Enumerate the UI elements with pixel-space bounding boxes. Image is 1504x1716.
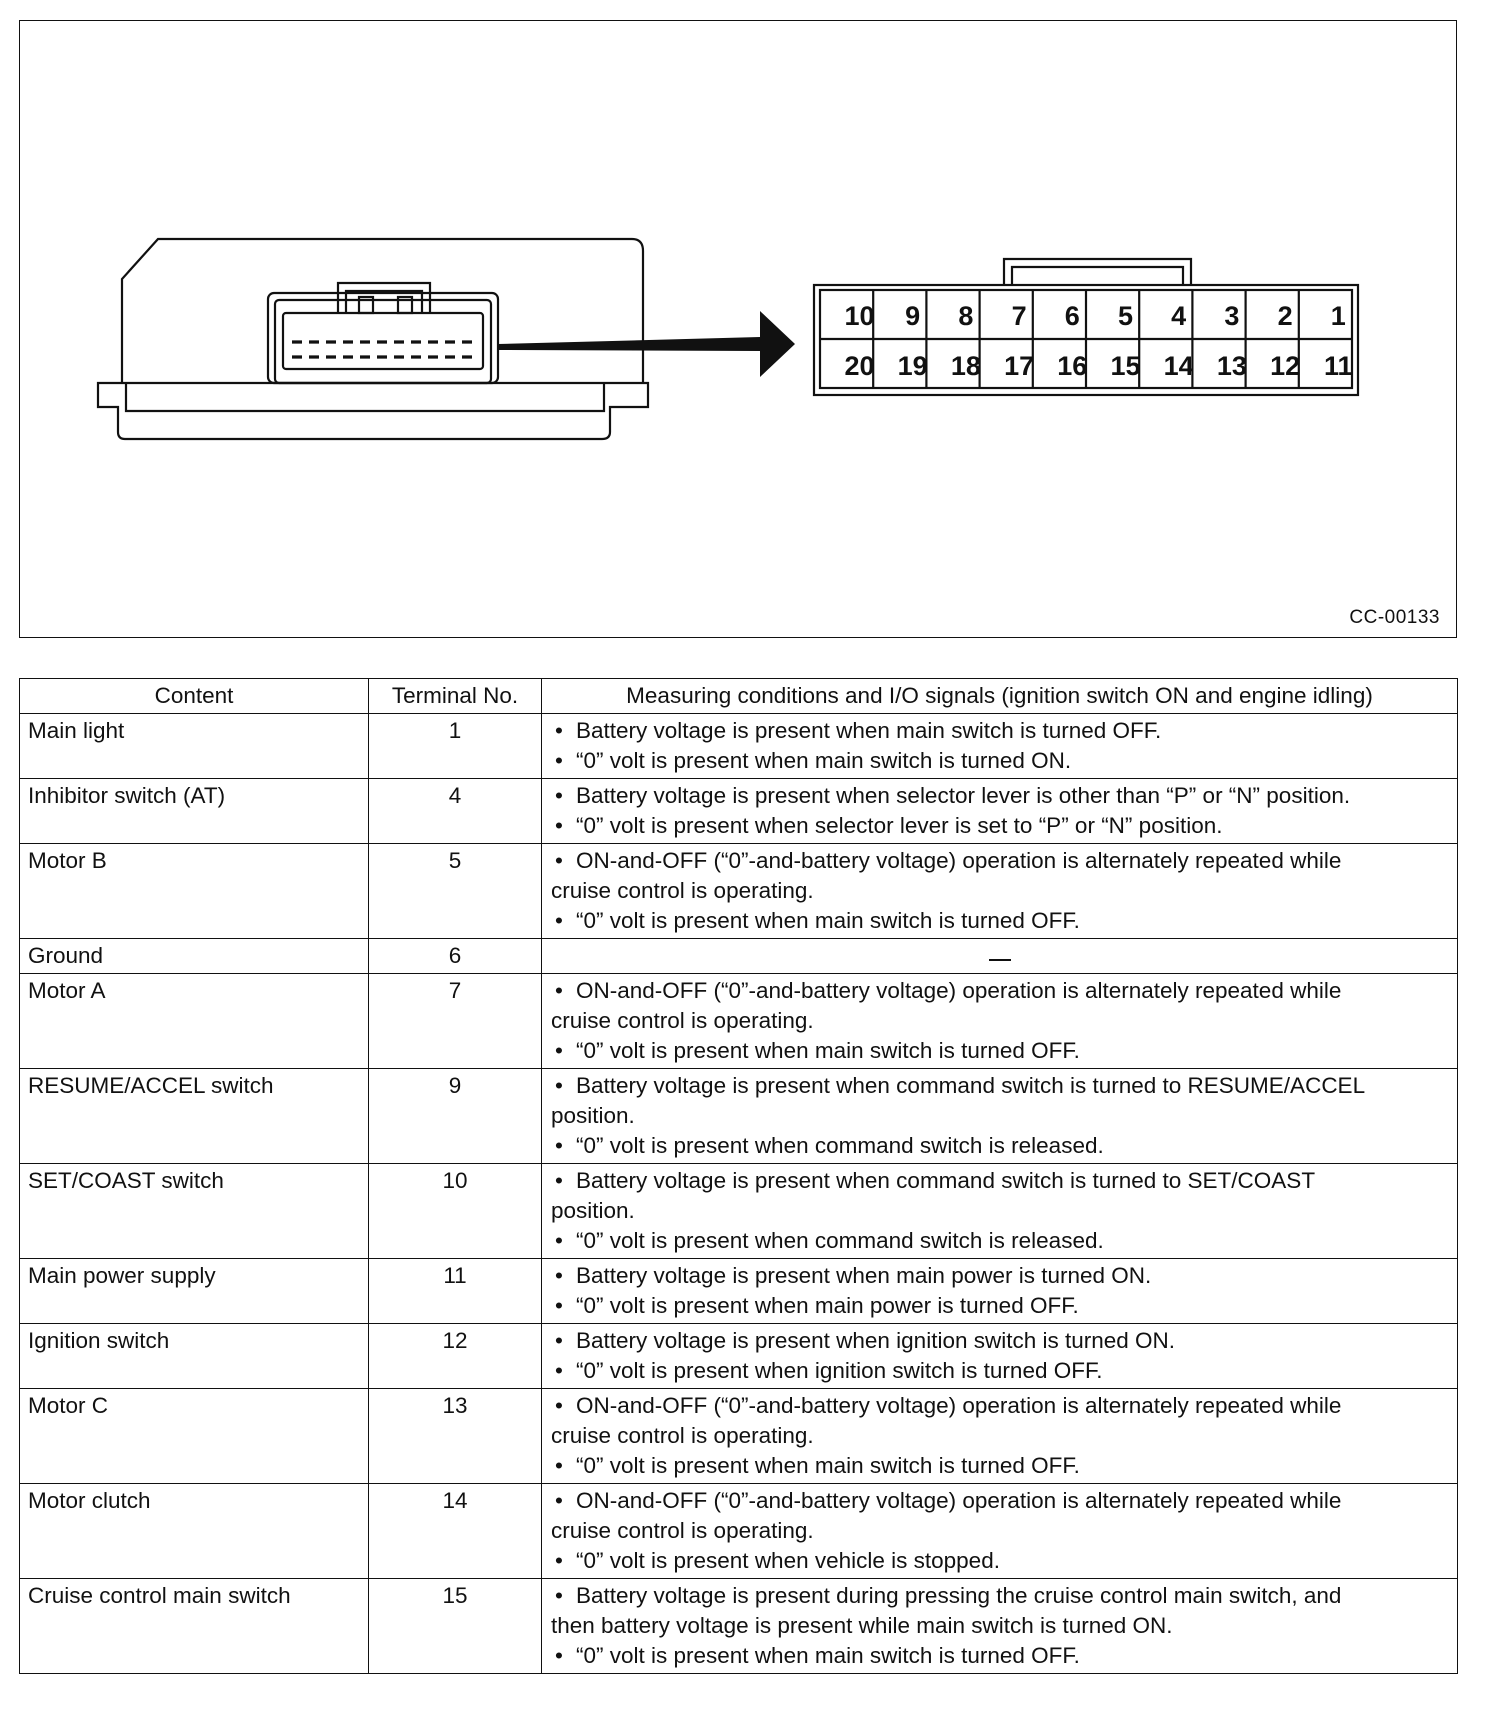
cell-content: Inhibitor switch (AT)	[20, 779, 369, 844]
connector-pin: 12	[1270, 350, 1301, 381]
connector-pin: 8	[958, 300, 974, 331]
connector-pin: 5	[1117, 300, 1134, 331]
table-row	[20, 939, 1458, 974]
cell-terminal: 11	[369, 1259, 542, 1324]
header-terminal: Terminal No.	[369, 679, 542, 714]
table-row	[20, 779, 1458, 844]
cell-terminal: 9	[369, 1069, 542, 1164]
measuring-line: cruise control is operating.	[551, 1518, 814, 1543]
cell-measuring	[542, 1069, 1458, 1164]
measuring-line: • “0” volt is present when command switch is released.	[551, 1226, 1449, 1256]
measuring-line: position.	[551, 1103, 635, 1128]
connector-pin: 17	[1004, 350, 1035, 381]
measuring-line: position.	[551, 1198, 635, 1223]
table-row	[20, 1484, 1458, 1579]
cell-measuring	[542, 1164, 1458, 1259]
connector-pin: 7	[1011, 300, 1027, 331]
cell-terminal: 5	[369, 844, 542, 939]
measuring-line: • Battery voltage is present when ignition switch is turned ON.	[551, 1326, 1449, 1356]
cell-content: Motor A	[20, 974, 369, 1069]
header-measuring: Measuring conditions and I/O signals (ignition switch ON and engine idling)	[542, 679, 1458, 714]
measuring-line: • “0” volt is present when main switch is turned ON.	[551, 746, 1449, 776]
cell-content: Ignition switch	[20, 1324, 369, 1389]
arrow-right-icon	[498, 311, 795, 377]
cell-terminal: 13	[369, 1389, 542, 1484]
cell-measuring	[542, 1389, 1458, 1484]
connector-figure	[19, 20, 1457, 638]
cell-measuring	[542, 974, 1458, 1069]
table-row	[20, 1389, 1458, 1484]
measuring-line: cruise control is operating.	[551, 878, 814, 903]
measuring-line: • Battery voltage is present during pressing the cruise control main switch, and	[551, 1581, 1449, 1611]
table-row	[20, 1324, 1458, 1389]
connector-pin: 13	[1216, 350, 1247, 381]
cell-content: Ground	[20, 939, 369, 974]
cell-content: Main light	[20, 714, 369, 779]
connector-pin: 9	[905, 300, 921, 331]
cell-terminal: 15	[369, 1579, 542, 1674]
cell-content: Motor clutch	[20, 1484, 369, 1579]
measuring-line: • Battery voltage is present when selector lever is other than “P” or “N” position.	[551, 781, 1449, 811]
cell-content: Main power supply	[20, 1259, 369, 1324]
measuring-line: • ON-and-OFF (“0”-and-battery voltage) operation is alternately repeated while	[551, 1391, 1449, 1421]
table-row	[20, 974, 1458, 1069]
connector-pin-grid	[833, 288, 1371, 392]
cell-terminal: 1	[369, 714, 542, 779]
measuring-line: • Battery voltage is present when command switch is turned to RESUME/ACCEL	[551, 1071, 1449, 1101]
cell-measuring	[542, 844, 1458, 939]
measuring-line: • “0” volt is present when vehicle is stopped.	[551, 1546, 1449, 1576]
measuring-line: • Battery voltage is present when command switch is turned to SET/COAST	[551, 1166, 1449, 1196]
measuring-line: • Battery voltage is present when main switch is turned OFF.	[551, 716, 1449, 746]
cell-measuring	[542, 1579, 1458, 1674]
connector-pin: 20	[844, 350, 875, 381]
connector-pin: 11	[1324, 350, 1353, 381]
measuring-line: • “0” volt is present when main switch is turned OFF.	[551, 1451, 1449, 1481]
no-condition-dash	[989, 959, 1011, 961]
connector-pin: 19	[897, 350, 928, 381]
connector-pin: 4	[1171, 300, 1187, 331]
connector-pin: 3	[1224, 300, 1240, 331]
connector-pin: 10	[844, 300, 875, 331]
connector-pin: 6	[1064, 300, 1080, 331]
connector-pin: 14	[1163, 350, 1194, 381]
terminal-signal-table	[19, 678, 1458, 1674]
table-row	[20, 1579, 1458, 1674]
measuring-line: • “0” volt is present when command switch is released.	[551, 1131, 1449, 1161]
cell-measuring	[542, 1324, 1458, 1389]
measuring-line: • “0” volt is present when selector lever is set to “P” or “N” position.	[551, 811, 1449, 841]
connector-pin: 2	[1277, 300, 1293, 331]
measuring-line: • “0” volt is present when main switch is turned OFF.	[551, 906, 1449, 936]
figure-code: CC-00133	[1349, 607, 1440, 628]
table-header-row	[20, 679, 1458, 714]
cell-content: Motor B	[20, 844, 369, 939]
measuring-line: • ON-and-OFF (“0”-and-battery voltage) operation is alternately repeated while	[551, 976, 1449, 1006]
table-row	[20, 1069, 1458, 1164]
measuring-line: then battery voltage is present while main switch is turned ON.	[551, 1613, 1173, 1638]
measuring-line: • Battery voltage is present when main power is turned ON.	[551, 1261, 1449, 1291]
cell-content: Cruise control main switch	[20, 1579, 369, 1674]
connector-pin: 16	[1057, 350, 1088, 381]
cell-content: RESUME/ACCEL switch	[20, 1069, 369, 1164]
connector-pin: 1	[1330, 300, 1346, 331]
table-row	[20, 714, 1458, 779]
measuring-line: • “0” volt is present when main power is turned OFF.	[551, 1291, 1449, 1321]
cell-content: Motor C	[20, 1389, 369, 1484]
connector-pin: 18	[950, 350, 981, 381]
cell-terminal: 14	[369, 1484, 542, 1579]
measuring-line: • “0” volt is present when ignition switch is turned OFF.	[551, 1356, 1449, 1386]
cell-measuring	[542, 939, 1458, 974]
cell-terminal: 12	[369, 1324, 542, 1389]
cell-measuring	[542, 1484, 1458, 1579]
cell-terminal: 10	[369, 1164, 542, 1259]
measuring-line: • ON-and-OFF (“0”-and-battery voltage) operation is alternately repeated while	[551, 1486, 1449, 1516]
header-content: Content	[20, 679, 369, 714]
measuring-line: • “0” volt is present when main switch is turned OFF.	[551, 1036, 1449, 1066]
cell-content: SET/COAST switch	[20, 1164, 369, 1259]
table-row	[20, 1259, 1458, 1324]
cell-terminal: 6	[369, 939, 542, 974]
measuring-line: cruise control is operating.	[551, 1423, 814, 1448]
cell-measuring	[542, 779, 1458, 844]
control-module-icon	[98, 239, 648, 439]
cell-measuring	[542, 714, 1458, 779]
measuring-line: cruise control is operating.	[551, 1008, 814, 1033]
connector-pin: 15	[1110, 350, 1141, 381]
cell-terminal: 4	[369, 779, 542, 844]
measuring-line: • ON-and-OFF (“0”-and-battery voltage) operation is alternately repeated while	[551, 846, 1449, 876]
cell-terminal: 7	[369, 974, 542, 1069]
measuring-line: • “0” volt is present when main switch is turned OFF.	[551, 1641, 1449, 1671]
table-row	[20, 844, 1458, 939]
table-row	[20, 1164, 1458, 1259]
cell-measuring	[542, 1259, 1458, 1324]
